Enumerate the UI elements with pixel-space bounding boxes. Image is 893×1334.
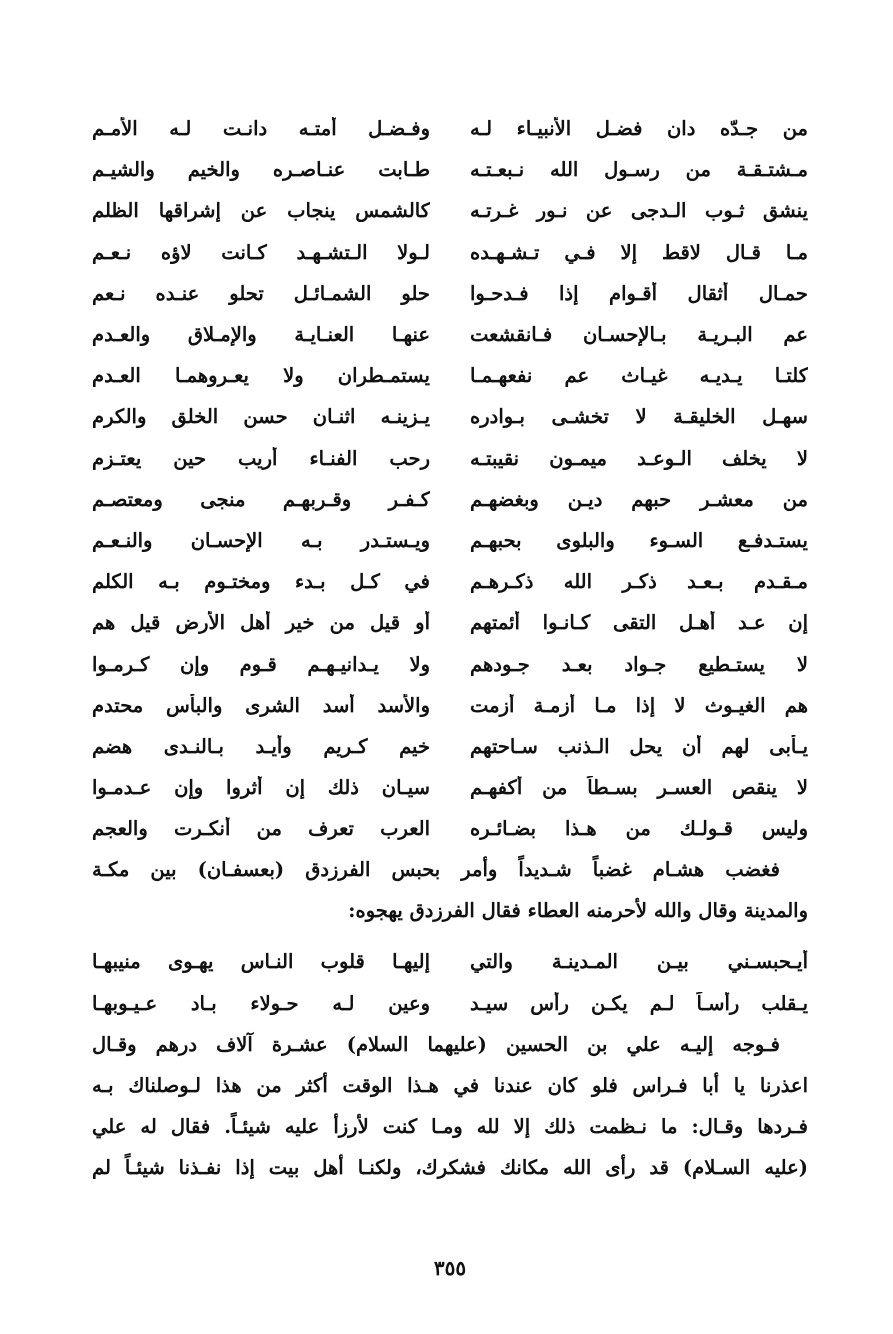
first-hemistich: لا ينقص العسـر بسـطاً من أكفهـم	[470, 776, 808, 800]
first-hemistich: من معشـر حبهم ديـن وبغضهـم	[470, 487, 808, 511]
first-hemistich: كلتـا يـديـه غيـاث عم نفعهـمـا	[470, 364, 808, 388]
first-hemistich: يـأبى لهم أن يحل الـذنب سـاحتهم	[470, 734, 808, 758]
verse	[92, 190, 808, 231]
prose-line: اعذرنا يا أبا فـراس فلو كان عندنا في هـذا الوقت أكثر من هذا لـوصلناك بـه	[92, 1073, 808, 1097]
first-hemistich: حمـال أثقال أقـوام إذا فـدحـوا	[470, 281, 808, 305]
verse	[92, 643, 808, 684]
verse	[92, 108, 808, 149]
second-hemistich: رحب الفنـاء أريب حين يعتـزم	[92, 446, 430, 470]
second-hemistich: طـابت عنـاصـره والخيم والشيـم	[92, 158, 430, 182]
first-hemistich: يـقلب رأسـاً لـم يكـن رأس سيـد	[470, 991, 808, 1015]
verse	[92, 314, 808, 355]
second-hemistich: خيم كـريم وأيـد بـالنـدى هضم	[92, 734, 430, 758]
second-hemistich: ويـستـدر بـه الإحسـان والنـعـم	[92, 528, 430, 552]
first-hemistich: مـشتـقـة من رسـول الله نـبعـتـه	[470, 158, 808, 182]
prose-line: (عليه السـلام) قد رأى الله مكانك فشكرك، ولكنـا أهل بيت إذا نفـذنا شيئـاً لم	[92, 1155, 808, 1179]
verse	[92, 561, 808, 602]
second-hemistich: يستمـطران ولا يعـروهمـا العـدم	[92, 364, 430, 388]
second-hemistich: كـفـر وقـربهـم منجى ومعتصـم	[92, 487, 430, 511]
poem-block-satire	[92, 941, 808, 1023]
second-hemistich: كالشمس ينجاب عن إشراقها الظلم	[92, 199, 430, 223]
second-hemistich: والأسد أسد الشرى والبأس محتدم	[92, 693, 430, 717]
second-hemistich: لـولا الـتشـهـد كـانت لاؤه نـعـم	[92, 240, 430, 264]
second-hemistich: العرب تعرف من أنكـرت والعجم	[92, 817, 430, 841]
second-hemistich: عنهـا العنـايـة والإمـلاق والعـدم	[92, 323, 430, 347]
verse	[92, 232, 808, 273]
first-hemistich: مـا قـال لاقط إلا فـي تـشـهـده	[470, 240, 808, 264]
first-hemistich: هم الغيـوث لا إذا مـا أزمـة أزمت	[470, 693, 808, 717]
prose-line: فـوجه إليـه علي بن الحسين (عليهما السلام) عشـرة آلاف درهم وقـال	[92, 1032, 780, 1056]
page-number: ٣٥٥	[433, 1256, 467, 1280]
first-hemistich: أيـحبسـني بيـن المـدينـة والتي	[470, 950, 808, 974]
verse	[92, 685, 808, 726]
verse	[92, 355, 808, 396]
first-hemistich: مـقـدم بـعـد ذكـر الله ذكـرهـم	[470, 570, 808, 594]
verse	[92, 438, 808, 479]
verse	[92, 726, 808, 767]
prose-line: فغضب هشـام غضباً شـديداً وأمر بحبس الفرزدق (بعسفـان) بين مكـة	[92, 858, 780, 882]
first-hemistich: ينشق ثـوب الـدجى عن نـور غـرتـه	[470, 199, 808, 223]
first-hemistich: من جـدّه دان فضـل الأنبيـاء لـه	[470, 117, 808, 141]
verse	[92, 396, 808, 437]
verse	[92, 149, 808, 190]
second-hemistich: وعين لـه حـولاء بـاد عـيـوبهـا	[92, 991, 430, 1015]
second-hemistich: يـزينـه اثنـان حسن الخلق والكرم	[92, 405, 430, 429]
verse	[92, 941, 808, 982]
first-hemistich: إن عـد أهـل التقى كـانـوا أئمتهم	[470, 611, 808, 635]
prose-line: والمدينة وقال والله لأحرمنه العطاء فقال الفرزدق يهجوه:	[348, 899, 808, 923]
prose-paragraph-anger	[92, 849, 808, 931]
prose-paragraph-gift	[92, 1024, 808, 1188]
verse	[92, 273, 808, 314]
first-hemistich: وليس قـولـك من هـذا بضـائـره	[470, 817, 808, 841]
first-hemistich: عم البـريـة بـالإحسـان فـانقشعت	[470, 323, 808, 347]
verse	[92, 602, 808, 643]
second-hemistich: ولا يـدانيـهـم قـوم وإن كـرمـوا	[92, 652, 430, 676]
book-page	[92, 108, 808, 1308]
first-hemistich: يستـدفـع السـوء والبلوى بحبهـم	[470, 528, 808, 552]
second-hemistich: وفـضـل أمتـه دانـت لـه الأمـم	[92, 117, 430, 141]
verse	[92, 767, 808, 808]
verse	[92, 520, 808, 561]
second-hemistich: سيـان ذلك إن أثروا وإن عـدمـوا	[92, 776, 430, 800]
verse	[92, 808, 808, 849]
first-hemistich: لا يستـطيع جـواد بعـد جـودهم	[470, 652, 808, 676]
second-hemistich: إليهـا قلوب النـاس يهـوى منيبهـا	[92, 950, 430, 974]
second-hemistich: حلو الشمـائـل تحلو عنـده نـعم	[92, 281, 430, 305]
second-hemistich: في كـل بـدء ومختـوم بـه الكلم	[92, 570, 430, 594]
poem-block-main	[92, 108, 808, 849]
prose-line: فـردها وقـال: ما نـظمت ذلك إلا لله ومـا كنت لأرزأ عليه شيئـاً. فقال له علي	[92, 1114, 808, 1138]
first-hemistich: لا يخلف الـوعـد ميمـون نقيبتـه	[470, 446, 808, 470]
first-hemistich: سهـل الخليقـة لا تخشـى بـوادره	[470, 405, 808, 429]
verse	[92, 983, 808, 1024]
verse	[92, 479, 808, 520]
second-hemistich: أو قيل من خير أهل الأرض قيل هم	[92, 611, 430, 635]
